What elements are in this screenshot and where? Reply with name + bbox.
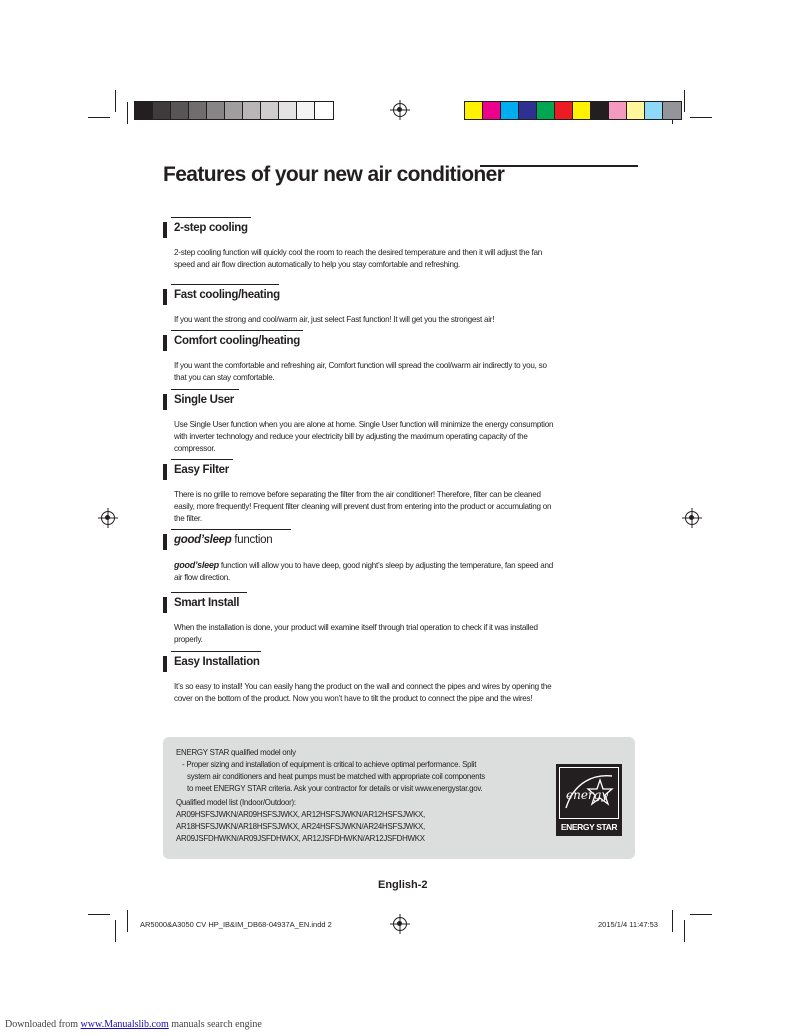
color-swatch — [663, 102, 681, 119]
color-swatch — [135, 102, 153, 119]
energy-star-notice — [163, 737, 635, 859]
model-list-label: Qualified model list (Indoor/Outdoor): — [176, 798, 296, 807]
color-swatch — [297, 102, 315, 119]
crop-mark — [88, 914, 110, 915]
section-body: Use Single User function when you are alone at home. Single User function will minimize the energy consumption with inverter technology and reduce your electricity bill by adjusting the maximum operating capacity of the compressor. — [174, 420, 554, 453]
section-rule — [171, 592, 247, 593]
section-marker — [163, 597, 167, 613]
registration-mark-icon — [685, 511, 699, 525]
feature-easy-installation — [163, 655, 553, 705]
section-body: If you want the strong and cool/warm air, just select Fast function! It will get you the strongest air! — [174, 315, 495, 324]
crop-mark — [684, 920, 685, 942]
color-swatch — [627, 102, 645, 119]
crop-mark — [115, 90, 116, 112]
energy-star-logo — [556, 764, 622, 836]
color-swatch — [573, 102, 591, 119]
crop-mark — [88, 117, 110, 118]
color-swatch — [537, 102, 555, 119]
crop-mark — [690, 117, 712, 118]
color-swatch — [171, 102, 189, 119]
crop-mark — [127, 910, 128, 932]
model-list-line: AR09JSFDHWKN/AR09JSFDHWKX, AR12JSFDHWKN/AR12JSFDHWKX — [176, 834, 425, 843]
page-number: English-2 — [378, 879, 428, 891]
section-marker — [163, 656, 167, 672]
color-swatch — [465, 102, 483, 119]
manualslib-link[interactable]: www.Manualslib.com — [80, 1019, 169, 1030]
feature-2-step-cooling — [163, 221, 553, 271]
section-title: Easy Installation — [174, 656, 260, 668]
section-rule — [171, 389, 239, 390]
section-title: Fast cooling/heating — [174, 289, 280, 301]
section-body: There is no grille to remove before separating the filter from the air conditioner! Therefore, filter can be cleaned easily, more frequently! Frequent filter cleaning will prevent dust from entering into the product or accumulating on the filter. — [174, 490, 552, 523]
registration-mark-icon — [101, 511, 115, 525]
section-body: good’sleep function will allow you to have deep, good night’s sleep by adjusting the temperature, fan speed and air flow direction. — [174, 560, 553, 582]
section-rule — [171, 651, 261, 652]
footer-timestamp: 2015/1/4 11:47:53 — [598, 920, 658, 929]
footer-file-name: AR5000&A3050 CV HP_IB&IM_DB68-04937A_EN.indd 2 — [140, 920, 332, 929]
section-rule — [171, 217, 251, 218]
section-title: Easy Filter — [174, 464, 229, 476]
registration-mark-icon — [393, 103, 407, 117]
section-body: If you want the comfortable and refreshing air, Comfort function will spread the cool/warm air indirectly to you, so that you can stay comfortable. — [174, 361, 547, 382]
feature-smart-install — [163, 596, 553, 646]
feature-single-user — [163, 393, 553, 455]
download-attribution: Downloaded from www.Manualslib.com manuals search engine — [5, 1019, 262, 1030]
section-body: When the installation is done, your product will examine itself through trial operation to check if it was installed properly. — [174, 623, 538, 644]
section-marker — [163, 289, 167, 305]
section-rule — [171, 529, 291, 530]
section-rule — [171, 459, 233, 460]
color-swatch — [591, 102, 609, 119]
feature-easy-filter — [163, 463, 553, 525]
color-swatch — [189, 102, 207, 119]
section-body: It’s so easy to install! You can easily hang the product on the wall and connect the pipes and wires by opening the cover on the bottom of the product. Now you won’t have to tilt the product to connect the pipe and the wires! — [174, 682, 552, 703]
color-swatch — [279, 102, 297, 119]
energy-star-note: to meet ENERGY STAR criteria. Ask your contractor for details or visit www.energystar.gov. — [187, 784, 483, 793]
good-sleep-brand: good’sleep — [174, 560, 219, 570]
color-swatch — [207, 102, 225, 119]
section-marker — [163, 335, 167, 351]
process-color-bar — [464, 101, 682, 120]
energy-star-heading: ENERGY STAR qualified model only — [176, 748, 296, 757]
section-marker — [163, 222, 167, 238]
color-swatch — [153, 102, 171, 119]
feature-comfort-cooling-heating — [163, 334, 553, 384]
crop-mark — [672, 910, 673, 932]
color-swatch — [519, 102, 537, 119]
energy-star-note: system air conditioners and heat pumps must be matched with appropriate coil components — [187, 772, 485, 781]
good-sleep-brand: good’sleep — [174, 534, 232, 546]
section-title: 2-step cooling — [174, 222, 248, 234]
section-marker — [163, 534, 167, 550]
color-swatch — [315, 102, 333, 119]
color-swatch — [501, 102, 519, 119]
color-swatch — [243, 102, 261, 119]
crop-mark — [690, 914, 712, 915]
color-swatch — [609, 102, 627, 119]
section-title: good’sleep function — [174, 534, 273, 546]
feature-good-sleep — [163, 533, 553, 584]
color-swatch — [645, 102, 663, 119]
section-marker — [163, 464, 167, 480]
grayscale-color-bar — [134, 101, 334, 120]
energy-star-icon — [560, 768, 618, 818]
energy-star-note: - Proper sizing and installation of equipment is critical to achieve optimal performance. Split — [182, 760, 477, 769]
registration-mark-icon — [393, 917, 407, 931]
color-swatch — [225, 102, 243, 119]
energy-star-label: ENERGY STAR — [560, 822, 618, 832]
svg-text:energy: energy — [566, 788, 609, 802]
color-swatch — [483, 102, 501, 119]
section-title: Single User — [174, 394, 234, 406]
section-rule — [171, 330, 303, 331]
section-marker — [163, 394, 167, 410]
page-title: Features of your new air conditioner — [163, 163, 505, 186]
section-title: Comfort cooling/heating — [174, 335, 300, 347]
feature-fast-cooling-heating — [163, 288, 553, 326]
section-title: Smart Install — [174, 597, 240, 609]
section-rule — [171, 284, 279, 285]
color-swatch — [555, 102, 573, 119]
model-list-line: AR09HSFSJWKN/AR09HSFSJWKX, AR12HSFSJWKN/AR12HSFSJWKX, — [176, 810, 425, 819]
crop-mark — [684, 90, 685, 112]
color-swatch — [261, 102, 279, 119]
model-list-line: AR18HSFSJWKN/AR18HSFSJWKX, AR24HSFSJWKN/AR24HSFSJWKX, — [176, 822, 425, 831]
section-body: 2-step cooling function will quickly cool the room to reach the desired temperature and then it will adjust the fan speed and air flow direction automatically to help you stay comfortable and refreshing. — [174, 248, 543, 269]
crop-mark — [127, 102, 128, 124]
crop-mark — [115, 920, 116, 942]
